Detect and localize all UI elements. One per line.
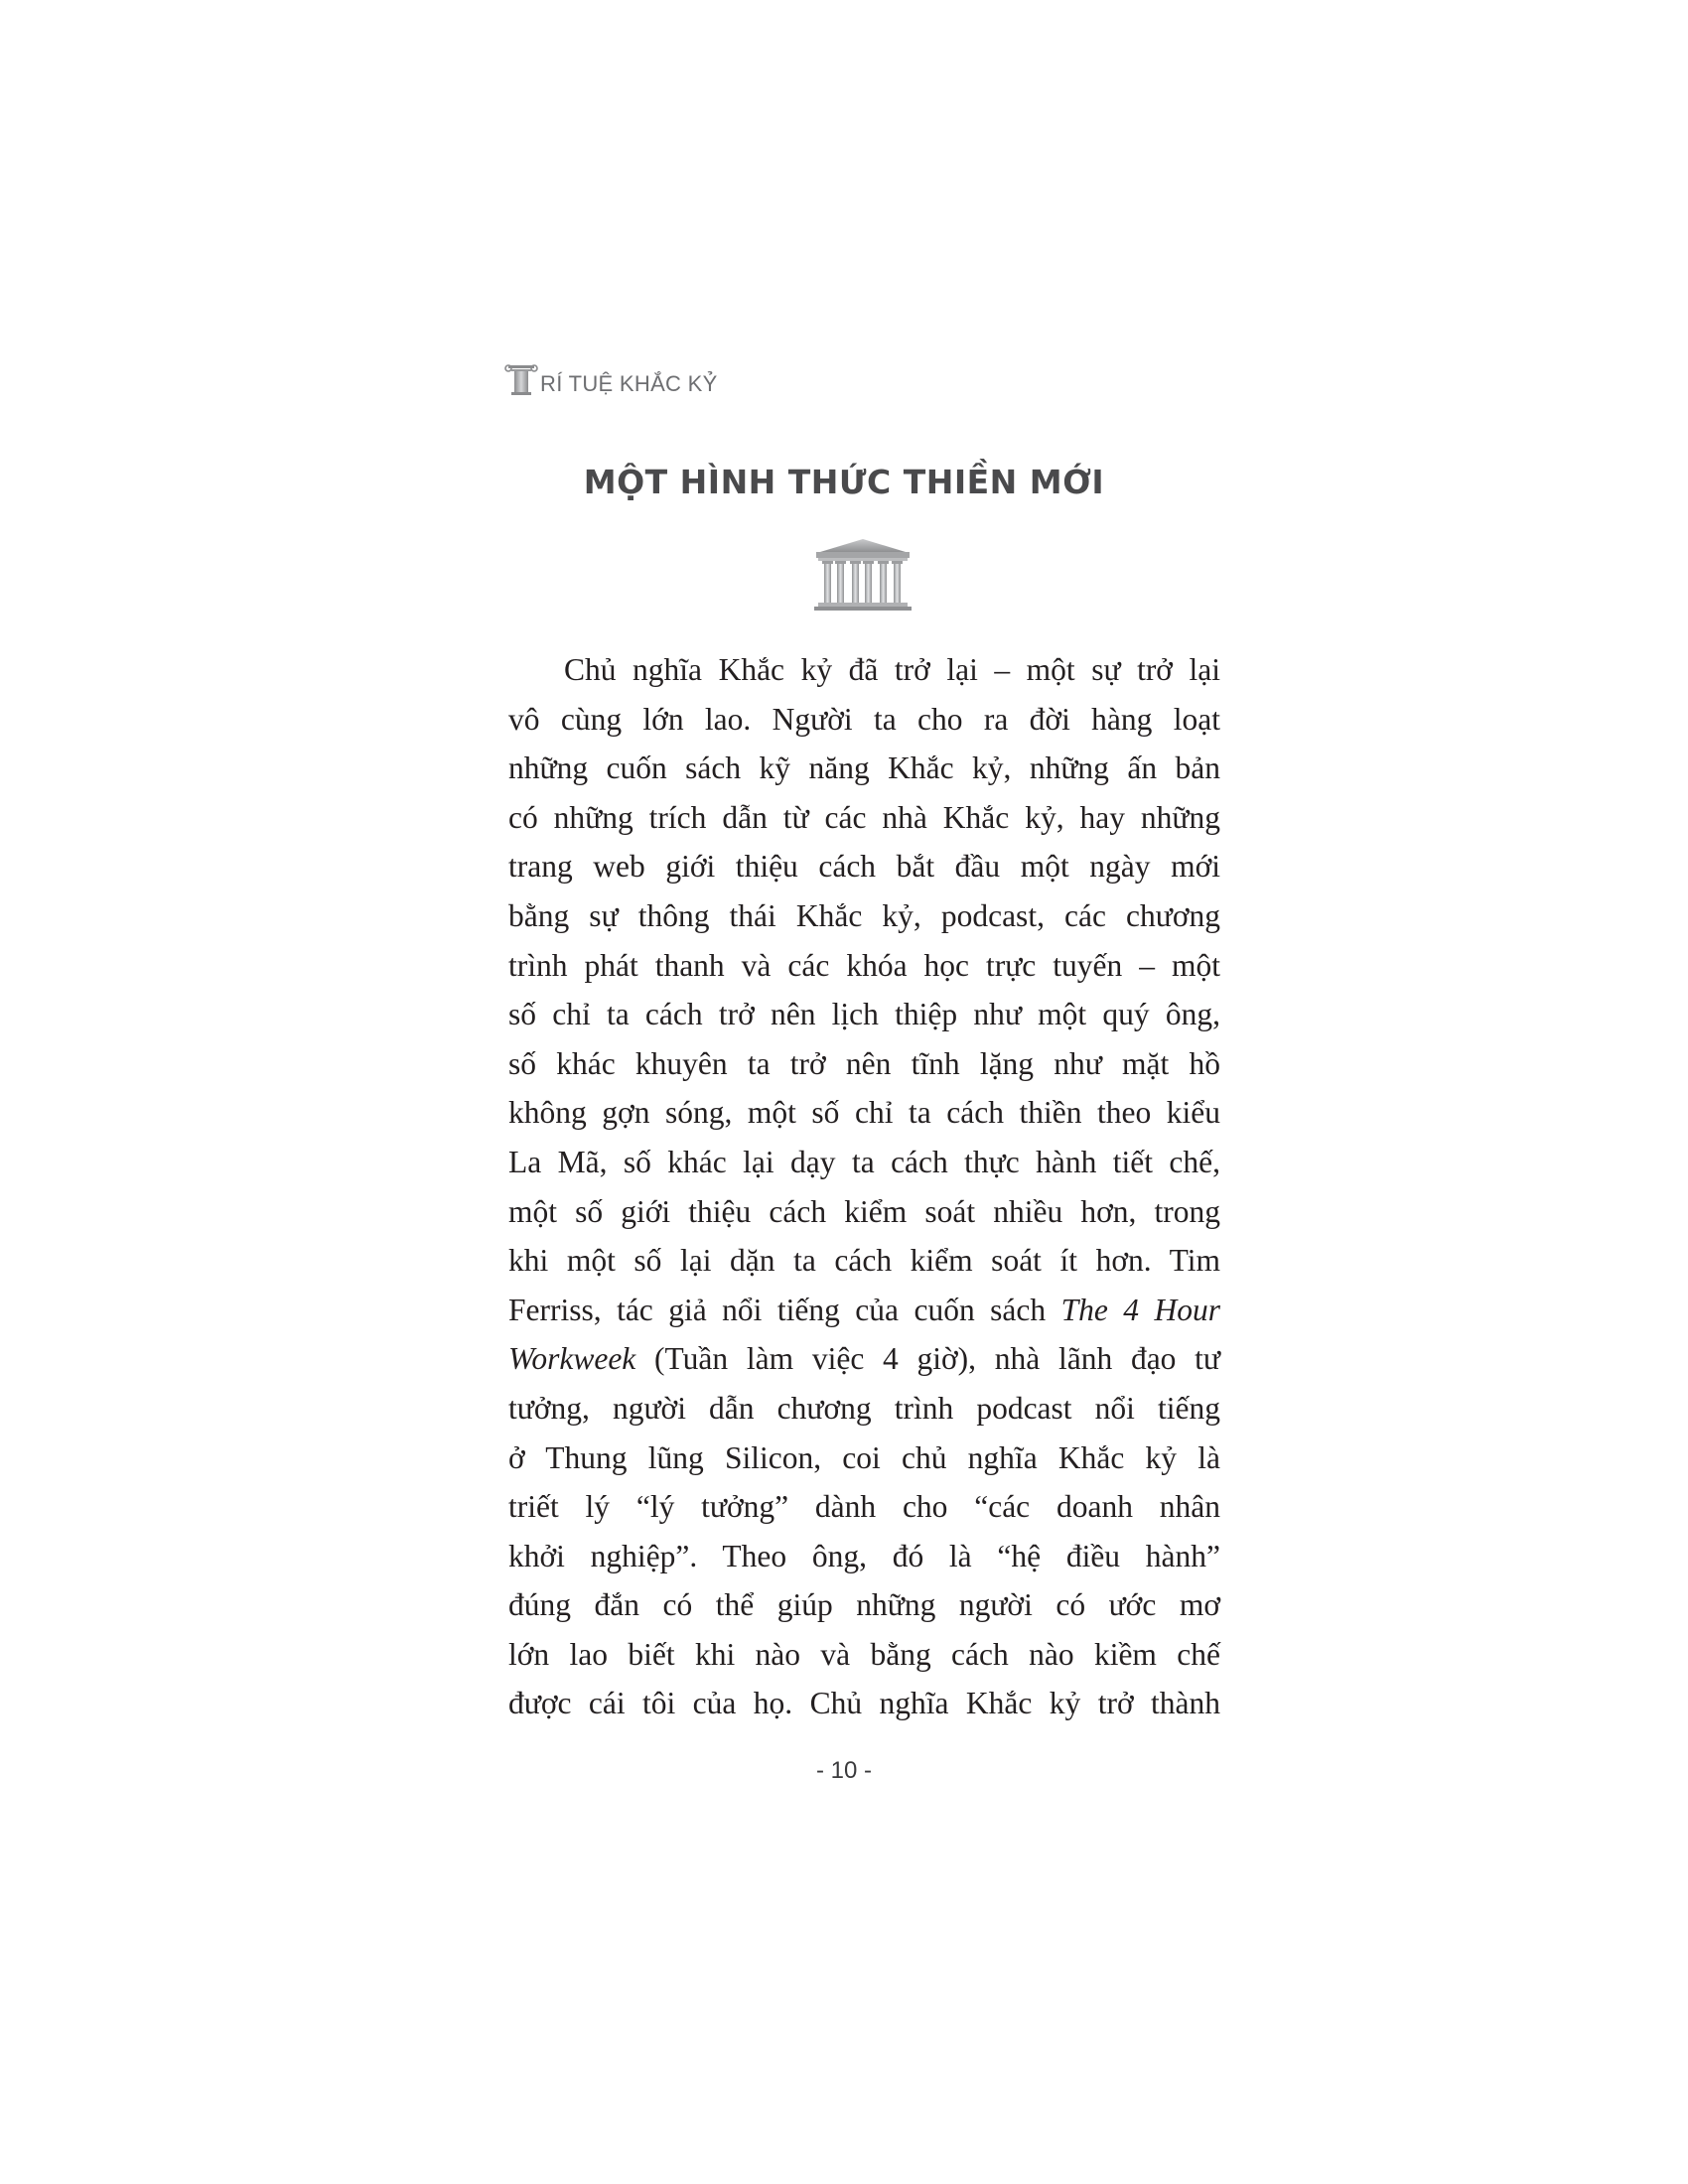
running-header bbox=[504, 363, 718, 397]
text-line-with-book-title bbox=[508, 1286, 1220, 1335]
body-paragraph bbox=[508, 645, 1220, 1728]
text-line: La Mã, số khác lại dạy ta cách thực hành tiết chế, bbox=[508, 1144, 1220, 1179]
text-line: Chủ nghĩa Khắc kỷ đã trở lại – một sự trở lại bbox=[564, 652, 1220, 687]
book-title-italic: Workweek bbox=[508, 1341, 636, 1377]
text-line: một số giới thiệu cách kiểm soát nhiều hơn, trong bbox=[508, 1193, 1220, 1229]
text-line: lớn lao biết khi nào và bằng cách nào kiềm chế bbox=[508, 1636, 1220, 1672]
page-number: - 10 - bbox=[815, 1757, 872, 1784]
text-line: không gợn sóng, một số chỉ ta cách thiền theo kiểu bbox=[508, 1095, 1220, 1131]
text-line: khởi nghiệp”. Theo ông, đó là “hệ điều hành” bbox=[508, 1538, 1220, 1573]
text-line: có những trích dẫn từ các nhà Khắc kỷ, hay những bbox=[508, 799, 1220, 835]
text-line: đúng đắn có thể giúp những người có ước mơ bbox=[508, 1587, 1220, 1623]
text-line: trình phát thanh và các khóa học trực tuyến – một bbox=[508, 947, 1220, 983]
text-fragment: Ferriss, tác giả nổi tiếng của cuốn sách bbox=[508, 1292, 1061, 1327]
text-line: số khác khuyên ta trở nên tĩnh lặng như mặt hồ bbox=[508, 1045, 1220, 1081]
pillar-icon bbox=[504, 363, 538, 397]
text-line: bằng sự thông thái Khắc kỷ, podcast, các chương bbox=[508, 897, 1220, 933]
text-line: triết lý “lý tưởng” dành cho “các doanh nhân bbox=[508, 1489, 1220, 1525]
text-line: số chỉ ta cách trở nên lịch thiệp như một quý ông, bbox=[508, 997, 1220, 1032]
text-line: khi một số lại dặn ta cách kiểm soát ít hơn. Tim bbox=[508, 1243, 1220, 1279]
text-line-with-book-title bbox=[508, 1334, 1220, 1384]
text-line: vô cùng lớn lao. Người ta cho ra đời hàng loạt bbox=[508, 701, 1220, 737]
temple-icon bbox=[800, 536, 925, 612]
text-line: trang web giới thiệu cách bắt đầu một ngày mới bbox=[508, 849, 1220, 885]
text-line: tưởng, người dẫn chương trình podcast nổi tiếng bbox=[508, 1390, 1220, 1426]
text-line: ở Thung lũng Silicon, coi chủ nghĩa Khắc kỷ là bbox=[508, 1439, 1220, 1475]
running-header-title: RÍ TUỆ KHẮC KỶ bbox=[540, 371, 718, 396]
text-line: những cuốn sách kỹ năng Khắc kỷ, những ấn bản bbox=[508, 751, 1220, 786]
book-title-italic: The 4 Hour bbox=[1060, 1292, 1220, 1327]
text-line: được cái tôi của họ. Chủ nghĩa Khắc kỷ trở thành bbox=[508, 1686, 1220, 1721]
chapter-title: MỘT HÌNH THỨC THIỀN MỚI bbox=[583, 463, 1105, 501]
text-fragment: (Tuần làm việc 4 giờ), nhà lãnh đạo tư bbox=[635, 1341, 1220, 1377]
